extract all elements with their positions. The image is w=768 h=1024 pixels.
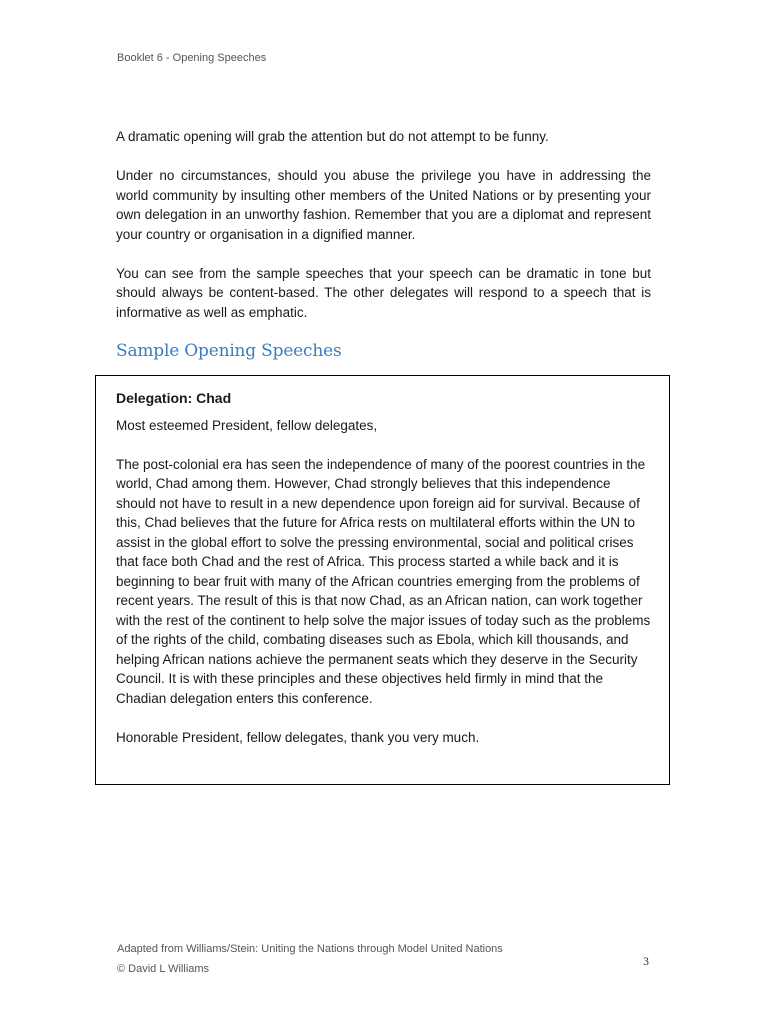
footer-copyright: © David L Williams <box>117 963 210 975</box>
speech-body: The post-colonial era has seen the independence of many of the poorest countries in the world, Chad among them. However, Chad strongly believes that this independence should not have to result in a new dependence upon foreign aid for survival. Because of this, Chad believes that the future for Africa rests on multilateral efforts within the UN to assist in the global effort to solve the pressing environmental, social and political crises that face both Chad and the rest of Africa. This process started a while back and it is beginning to bear fruit with many of the African countries emerging from the problems of recent years. The result of this is that now Chad, as an African nation, can work together with the rest of the continent to help solve the major issues of today such as the problems of the rights of the child, combating diseases such as Ebola, which kill thousands, and helping African nations achieve the permanent seats which they deserve in the Security Council. It is with these principles and these objectives held firmly in mind that the Chadian delegation enters this conference. <box>116 456 651 706</box>
page-footer <box>117 939 503 979</box>
speech-content <box>116 389 651 767</box>
speech-salutation: Most esteemed President, fellow delegates, <box>116 417 378 433</box>
intro-paragraph: A dramatic opening will grab the attention but do not attempt to be funny. <box>116 129 549 144</box>
page-number: 3 <box>643 954 649 968</box>
speech-closing: Honorable President, fellow delegates, thank you very much. <box>116 729 480 745</box>
footer-source: Adapted from Williams/Stein: Uniting the Nations through Model United Nations <box>117 943 503 955</box>
page-header: Booklet 6 - Opening Speeches <box>117 52 267 64</box>
section-heading: Sample Opening Speeches <box>116 341 342 361</box>
intro-paragraph: Under no circumstances, should you abuse the privilege you have in addressing the world community by insulting other members of the United Nations or by presenting your own delegation in an unworthy fashion. Remember that you are a diplomat and represent your country or organisation in a dignified manner. <box>116 168 651 242</box>
delegation-title: Delegation: Chad <box>116 390 232 406</box>
intro-text <box>116 127 651 342</box>
intro-paragraph: You can see from the sample speeches that your speech can be dramatic in tone but should always be content-based. The other delegates will respond to a speech that is informative as well as emphatic. <box>116 265 651 320</box>
sample-speech-box <box>95 375 670 785</box>
